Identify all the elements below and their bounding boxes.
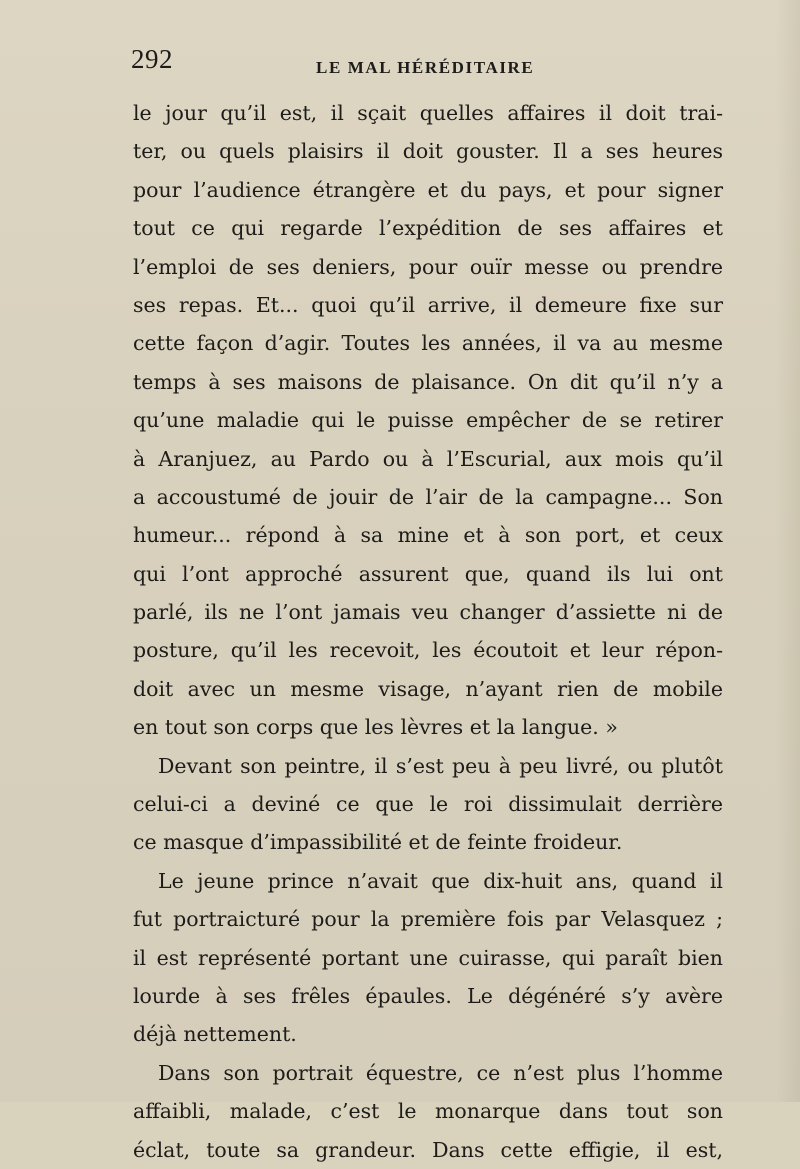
text-line: Le jeune prince n’avait que dix-huit ans, quand il <box>158 868 723 893</box>
text-line: affaibli, malade, c’est le monarque dans tout son <box>133 1099 723 1124</box>
body-text <box>133 94 723 1169</box>
text-line: posture, qu’il les recevoit, les écoutoit et leur répon- <box>133 638 723 663</box>
text-line: tout ce qui regarde l’expédition de ses affaires et <box>133 216 723 241</box>
text-line: ses repas. Et... quoi qu’il arrive, il demeure fixe sur <box>133 292 723 317</box>
running-title: LE MAL HÉRÉDITAIRE <box>316 58 535 77</box>
text-line: éclat, toute sa grandeur. Dans cette effigie, il est, <box>133 1137 723 1162</box>
text-line: Dans son portrait équestre, ce n’est plus l’homme <box>158 1060 723 1085</box>
text-line: humeur... répond à sa mine et à son port, et ceux <box>133 523 723 548</box>
text-line: déjà nettement. <box>133 1022 297 1047</box>
text-line: il est représenté portant une cuirasse, qui paraît bien <box>133 945 723 970</box>
text-line: qui l’ont approché assurent que, quand ils lui ont <box>133 561 723 586</box>
text-line: doit avec un mesme visage, n’ayant rien de mobile <box>133 676 723 701</box>
text-line: ter, ou quels plaisirs il doit gouster. Il a ses heures <box>133 139 723 164</box>
text-line: fut portraicturé pour la première fois par Velasquez ; <box>133 907 723 932</box>
text-line: lourde à ses frêles épaules. Le dégénéré s’y avère <box>133 983 723 1008</box>
text-line: en tout son corps que les lèvres et la langue. » <box>133 715 618 740</box>
text-line: l’emploi de ses deniers, pour ouïr messe ou prendre <box>133 254 723 279</box>
text-line: cette façon d’agir. Toutes les années, il va au mesme <box>133 331 723 356</box>
page-header <box>131 44 691 84</box>
text-line: parlé, ils ne l’ont jamais veu changer d’assiette ni de <box>133 600 723 625</box>
text-line: celui-ci a deviné ce que le roi dissimulait derrière <box>133 792 723 817</box>
text-line: pour l’audience étrangère et du pays, et pour signer <box>133 177 723 202</box>
text-line: ce masque d’impassibilité et de feinte froideur. <box>133 830 623 855</box>
text-line: temps à ses maisons de plaisance. On dit qu’il n’y a <box>133 369 723 394</box>
text-line: Devant son peintre, il s’est peu à peu livré, ou plutôt <box>158 753 723 778</box>
text-line: qu’une maladie qui le puisse empêcher de se retirer <box>133 408 723 433</box>
text-line: a accoustumé de jouir de l’air de la campagne... Son <box>133 484 723 509</box>
page-number: 292 <box>131 44 173 74</box>
text-line: à Aranjuez, au Pardo ou à l’Escurial, aux mois qu’il <box>133 446 723 471</box>
text-line: le jour qu’il est, il sçait quelles affaires il doit trai- <box>133 101 723 125</box>
